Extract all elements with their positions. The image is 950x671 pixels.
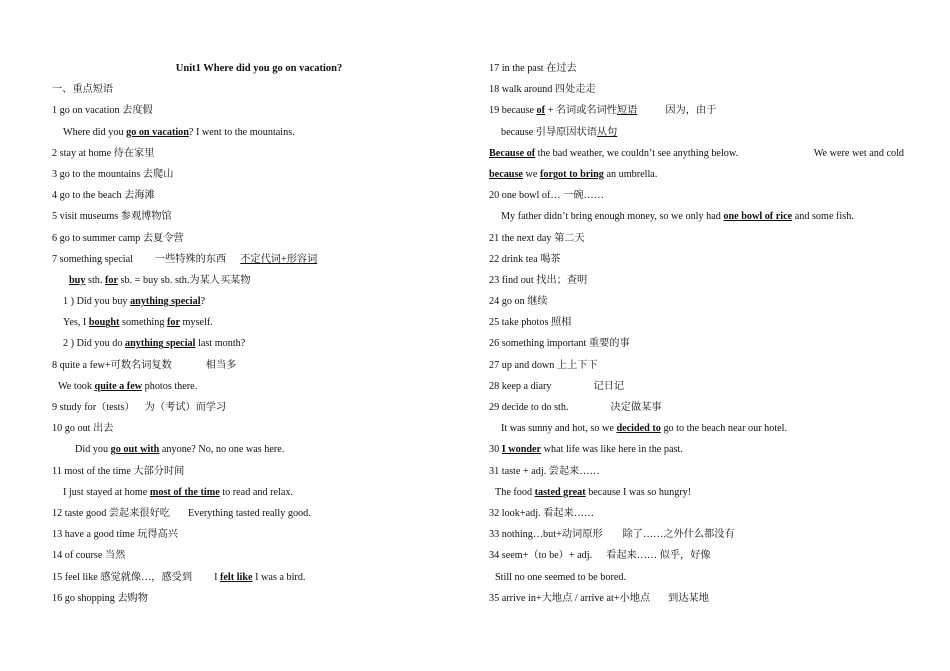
- phrase-17: 17 in the past 在过去: [489, 63, 577, 74]
- phrase-7-rule: buy sth. for sb. = buy sb. sth.为某人买某物: [69, 274, 251, 286]
- left-column: [52, 58, 452, 609]
- phrase-31: 31 taste + adj. 尝起来……: [489, 465, 600, 477]
- phrase-4: 4 go to the beach 去海滩: [52, 190, 155, 202]
- phrase-1: 1 go on vacation 去度假: [52, 105, 153, 117]
- phrase-8: 8 quite a few+可数名词复数 相当多: [52, 359, 237, 371]
- example-19-a: Because of the bad weather, we couldn’t see anything below. We were wet and cold: [489, 147, 904, 159]
- phrase-34: 34 seem+（to be）+ adj. 看起来…… 似乎，好像: [489, 550, 711, 562]
- phrase-18: 18 walk around 四处走走: [489, 84, 596, 96]
- phrase-9: 9 study for（tests） 为（考试）而学习: [52, 402, 227, 413]
- phrase-12: 12 taste good 尝起来很好吃 Everything tasted really good.: [52, 507, 311, 519]
- phrase-33: 33 nothing…but+动词原形 除了……之外什么都没有: [489, 529, 735, 541]
- example-11: I just stayed at home most of the time to read and relax.: [63, 486, 293, 498]
- phrase-24: 24 go on 继续: [489, 296, 548, 308]
- phrase-20: 20 one bowl of… 一碗……: [489, 190, 604, 202]
- example-34: Still no one seemed to be bored.: [495, 571, 626, 583]
- example-1: Where did you go on vacation? I went to the mountains.: [63, 126, 295, 138]
- section-heading: 一、重点短语: [52, 84, 114, 96]
- phrase-21: 21 the next day 第二天: [489, 232, 585, 244]
- phrase-29: 29 decide to do sth. 决定做某事: [489, 402, 662, 413]
- phrase-13: 13 have a good time 玩得高兴: [52, 529, 178, 541]
- phrase-27: 27 up and down 上上下下: [489, 359, 598, 371]
- phrase-35: 35 arrive in+大地点 / arrive at+小地点 到达某地: [489, 592, 709, 604]
- phrase-28: 28 keep a diary 记日记: [489, 380, 625, 392]
- example-7-q2: 2 ) Did you do anything special last month?: [63, 338, 246, 350]
- example-10: Did you go out with anyone? No, no one was here.: [75, 444, 285, 456]
- phrase-22: 22 drink tea 喝茶: [489, 253, 561, 265]
- phrase-2: 2 stay at home 待在家里: [52, 147, 155, 159]
- phrase-19-because: because 引导原因状语从句: [501, 126, 618, 138]
- example-31: The food tasted great because I was so hungry!: [495, 486, 692, 498]
- phrase-11: 11 most of the time 大部分时间: [52, 465, 185, 477]
- phrase-16: 16 go shopping 去购物: [52, 592, 148, 604]
- right-column: [489, 58, 904, 609]
- phrase-19: 19 because of + 名词或名词性短语 因为，由于: [489, 105, 717, 117]
- example-7-q1: 1 ) Did you buy anything special?: [63, 296, 206, 308]
- phrase-32: 32 look+adj. 看起来……: [489, 507, 595, 519]
- unit-title: Unit1 Where did you go on vacation?: [175, 63, 343, 74]
- example-20: My father didn’t bring enough money, so we only had one bowl of rice and some fish.: [501, 211, 854, 223]
- phrase-15: 15 feel like 感觉就像…，感受到 I felt like I was a bird.: [52, 571, 306, 583]
- phrase-10: 10 go out 出去: [52, 423, 114, 435]
- phrase-23: 23 find out 找出；查明: [489, 274, 588, 286]
- phrase-25: 25 take photos 照相: [489, 317, 572, 329]
- phrase-30: 30 I wonder what life was like here in the past.: [489, 444, 683, 456]
- phrase-6: 6 go to summer camp 去夏令营: [52, 232, 184, 244]
- phrase-7: 7 something special 一些特殊的东西 不定代词+形容词: [52, 253, 318, 265]
- phrase-3: 3 go to the mountains 去爬山: [52, 168, 174, 180]
- example-29: It was sunny and hot, so we decided to go to the beach near our hotel.: [501, 423, 788, 435]
- phrase-26: 26 something important 重要的事: [489, 338, 630, 350]
- phrase-5: 5 visit museums 参观博物馆: [52, 211, 172, 223]
- example-8: We took quite a few photos there.: [58, 380, 198, 392]
- example-7-a1: Yes, I bought something for myself.: [63, 317, 213, 329]
- phrase-14: 14 of course 当然: [52, 550, 126, 562]
- example-19-b: because we forgot to bring an umbrella.: [489, 168, 658, 180]
